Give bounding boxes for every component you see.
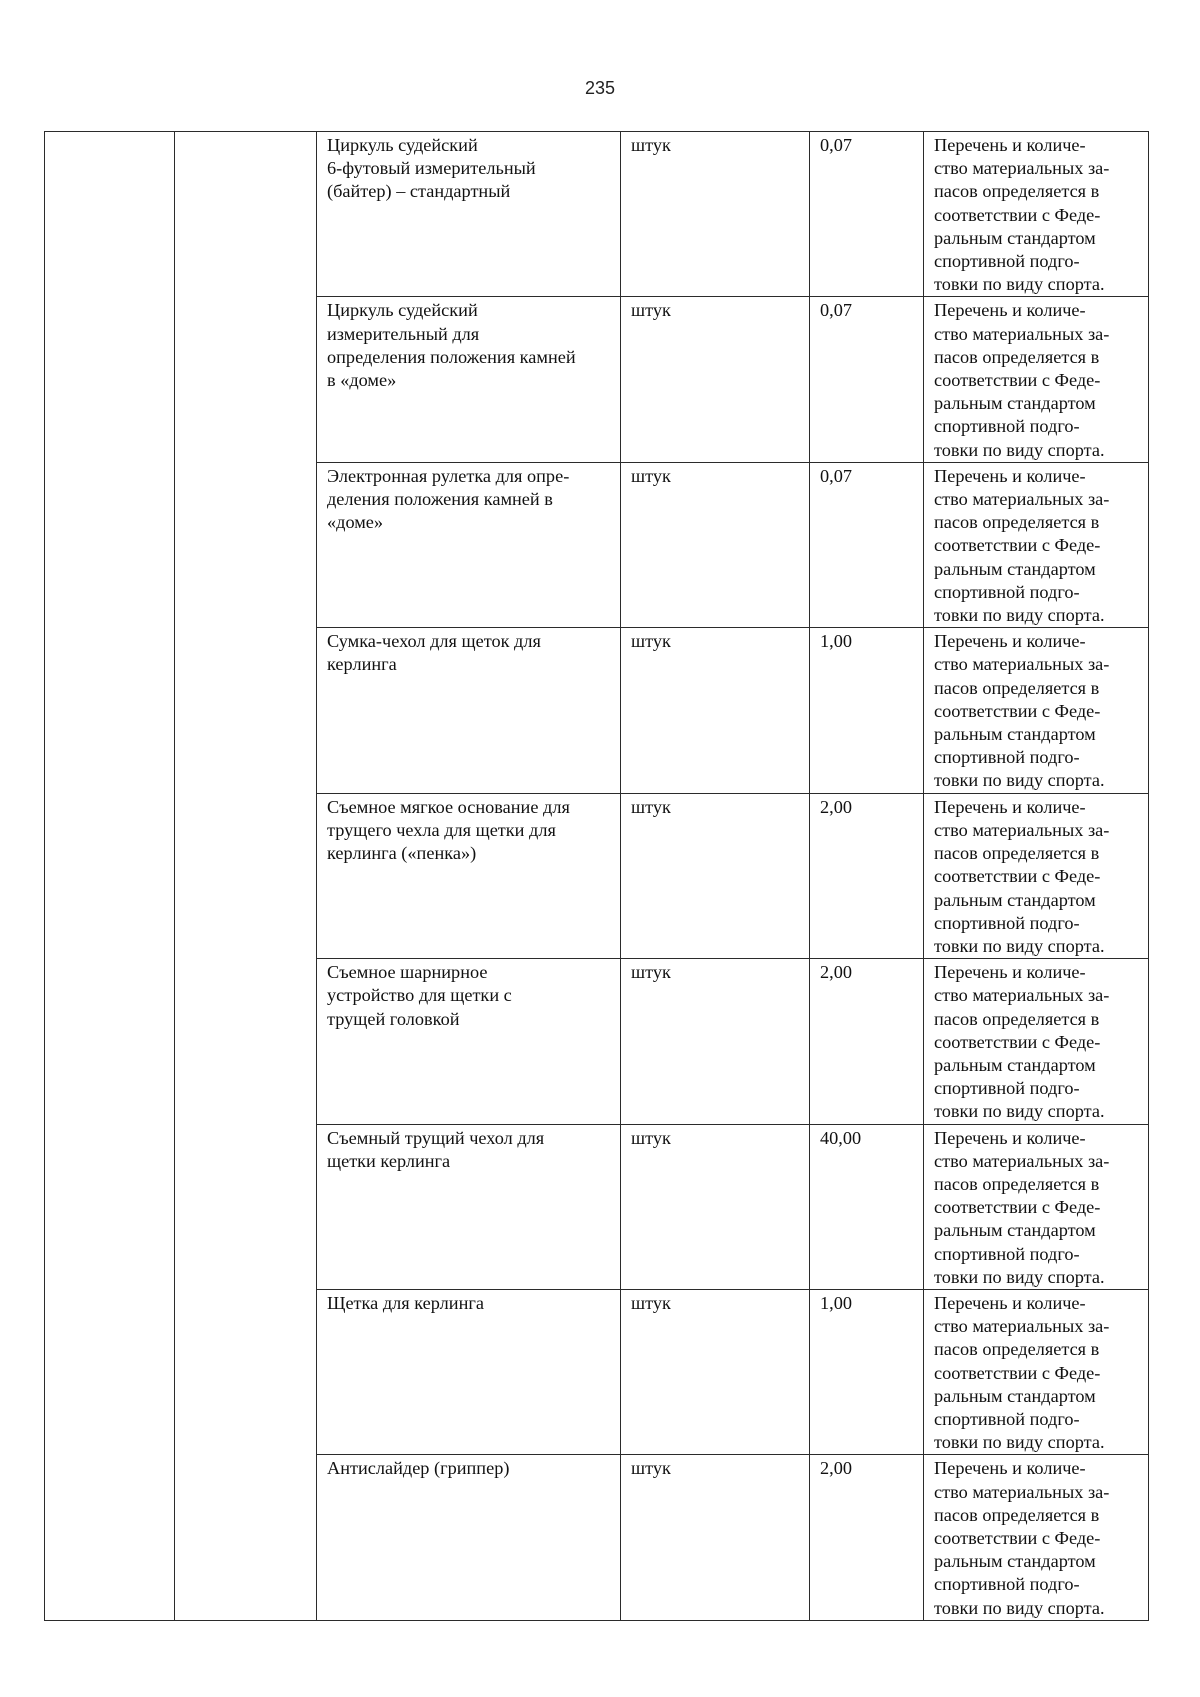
empty-cell-number [45,132,175,1621]
item-name-line: Щетка для керлинга [327,1292,484,1313]
unit-cell: штук [621,132,810,297]
note-line: ральным стандартом [934,1220,1096,1241]
item-name-cell [317,132,621,297]
item-name-line: Циркуль судейский [327,135,478,155]
page-number: 235 [584,78,616,98]
unit-cell: штук [621,1124,810,1289]
note-line: пасов определяется в [934,1173,1100,1194]
note-cell [924,1455,1149,1620]
note-line: товки по виду спорта. [934,1597,1105,1618]
note-line: пасов определяется в [934,1504,1100,1525]
note-line: ство материальных за- [934,985,1110,1006]
unit-cell: штук [621,1289,810,1454]
item-name-line: Съемное мягкое основание для [327,796,570,817]
item-name-line: Съемное шарнирное [327,962,488,983]
note-line: товки по виду спорта. [934,770,1105,791]
note-line: Перечень и количе- [934,300,1086,321]
equipment-table [44,131,1149,1621]
quantity-cell: 1,00 [810,1289,924,1454]
item-name-line: трущего чехла для щетки для [327,819,556,840]
item-name-cell [317,1124,621,1289]
note-cell [924,462,1149,627]
note-line: спортивной подго- [934,416,1080,437]
item-name-cell [317,959,621,1124]
note-line: товки по виду спорта. [934,1432,1105,1453]
note-line: соответствии с Феде- [934,1527,1101,1548]
item-name-line: «доме» [327,512,384,533]
note-cell [924,1289,1149,1454]
quantity-cell: 0,07 [810,132,924,297]
item-name-line: 6-футовый измерительный [327,158,536,179]
table-row [45,132,1149,297]
item-name-cell [317,793,621,958]
unit-cell: штук [621,297,810,462]
note-line: спортивной подго- [934,1574,1080,1595]
note-line: Перечень и количе- [934,962,1086,983]
note-line: ство материальных за- [934,654,1110,675]
note-line: соответствии с Феде- [934,370,1101,391]
quantity-cell: 2,00 [810,793,924,958]
unit-cell: штук [621,462,810,627]
quantity-cell: 2,00 [810,1455,924,1620]
note-line: соответствии с Феде- [934,1031,1101,1052]
note-line: соответствии с Феде- [934,866,1101,887]
note-cell [924,793,1149,958]
note-line: ральным стандартом [934,1054,1096,1075]
note-line: Перечень и количе- [934,135,1086,155]
note-line: ральным стандартом [934,1385,1096,1406]
note-line: ральным стандартом [934,1551,1096,1572]
note-line: пасов определяется в [934,843,1100,864]
quantity-cell: 0,07 [810,297,924,462]
note-cell [924,297,1149,462]
item-name-line: определения положения камней [327,346,576,367]
quantity-cell: 40,00 [810,1124,924,1289]
note-line: ральным стандартом [934,393,1096,414]
note-line: товки по виду спорта. [934,935,1105,956]
unit-cell: штук [621,793,810,958]
note-line: спортивной подго- [934,912,1080,933]
item-name-cell [317,1289,621,1454]
item-name-line: трущей головкой [327,1008,460,1029]
note-line: товки по виду спорта. [934,1266,1105,1287]
note-line: ство материальных за- [934,1481,1110,1502]
note-line: ство материальных за- [934,158,1110,179]
note-line: Перечень и количе- [934,1292,1086,1313]
note-line: спортивной подго- [934,251,1080,272]
note-line: товки по виду спорта. [934,439,1105,460]
item-name-line: Сумка-чехол для щеток для [327,631,541,652]
note-line: Перечень и количе- [934,465,1086,486]
note-line: пасов определяется в [934,181,1100,202]
empty-cell-category [175,132,317,1621]
quantity-cell: 0,07 [810,462,924,627]
unit-cell: штук [621,1455,810,1620]
note-line: соответствии с Феде- [934,204,1101,225]
note-line: Перечень и количе- [934,1127,1086,1148]
item-name-line: Антислайдер (гриппер) [327,1458,510,1479]
item-name-line: измерительный для [327,323,480,344]
note-line: спортивной подго- [934,1243,1080,1264]
note-line: спортивной подго- [934,1408,1080,1429]
unit-cell: штук [621,628,810,793]
item-name-cell [317,462,621,627]
equipment-table-body [45,132,1149,1621]
item-name-line: в «доме» [327,370,397,391]
note-line: ральным стандартом [934,558,1096,579]
note-line: ральным стандартом [934,724,1096,745]
note-line: ральным стандартом [934,227,1096,248]
note-line: ство материальных за- [934,1150,1110,1171]
note-line: товки по виду спорта. [934,605,1105,626]
note-line: Перечень и количе- [934,796,1086,817]
item-name-cell [317,297,621,462]
unit-cell: штук [621,959,810,1124]
note-line: ральным стандартом [934,889,1096,910]
note-line: соответствии с Феде- [934,1362,1101,1383]
note-line: спортивной подго- [934,581,1080,602]
note-cell [924,959,1149,1124]
note-line: ство материальных за- [934,323,1110,344]
item-name-line: (байтер) – стандартный [327,181,511,202]
item-name-line: деления положения камней в [327,489,553,510]
item-name-cell [317,1455,621,1620]
note-line: товки по виду спорта. [934,1101,1105,1122]
note-line: пасов определяется в [934,512,1100,533]
quantity-cell: 2,00 [810,959,924,1124]
note-line: соответствии с Феде- [934,1197,1101,1218]
item-name-line: щетки керлинга [327,1150,451,1171]
note-line: ство материальных за- [934,489,1110,510]
item-name-line: керлинга [327,654,397,675]
item-name-line: Электронная рулетка для опре- [327,465,570,486]
item-name-line: Циркуль судейский [327,300,478,321]
note-line: соответствии с Феде- [934,535,1101,556]
note-line: пасов определяется в [934,1008,1100,1029]
item-name-cell [317,628,621,793]
note-line: спортивной подго- [934,1078,1080,1099]
note-line: пасов определяется в [934,346,1100,367]
note-line: ство материальных за- [934,1316,1110,1337]
note-cell [924,132,1149,297]
item-name-line: керлинга («пенка») [327,843,477,864]
note-line: спортивной подго- [934,747,1080,768]
note-line: пасов определяется в [934,1339,1100,1360]
note-cell [924,628,1149,793]
note-line: Перечень и количе- [934,631,1086,652]
quantity-cell: 1,00 [810,628,924,793]
note-line: Перечень и количе- [934,1458,1086,1479]
note-line: пасов определяется в [934,677,1100,698]
note-cell [924,1124,1149,1289]
note-line: ство материальных за- [934,819,1110,840]
item-name-line: устройство для щетки с [327,985,512,1006]
note-line: соответствии с Феде- [934,700,1101,721]
note-line: товки по виду спорта. [934,274,1105,295]
item-name-line: Съемный трущий чехол для [327,1127,545,1148]
